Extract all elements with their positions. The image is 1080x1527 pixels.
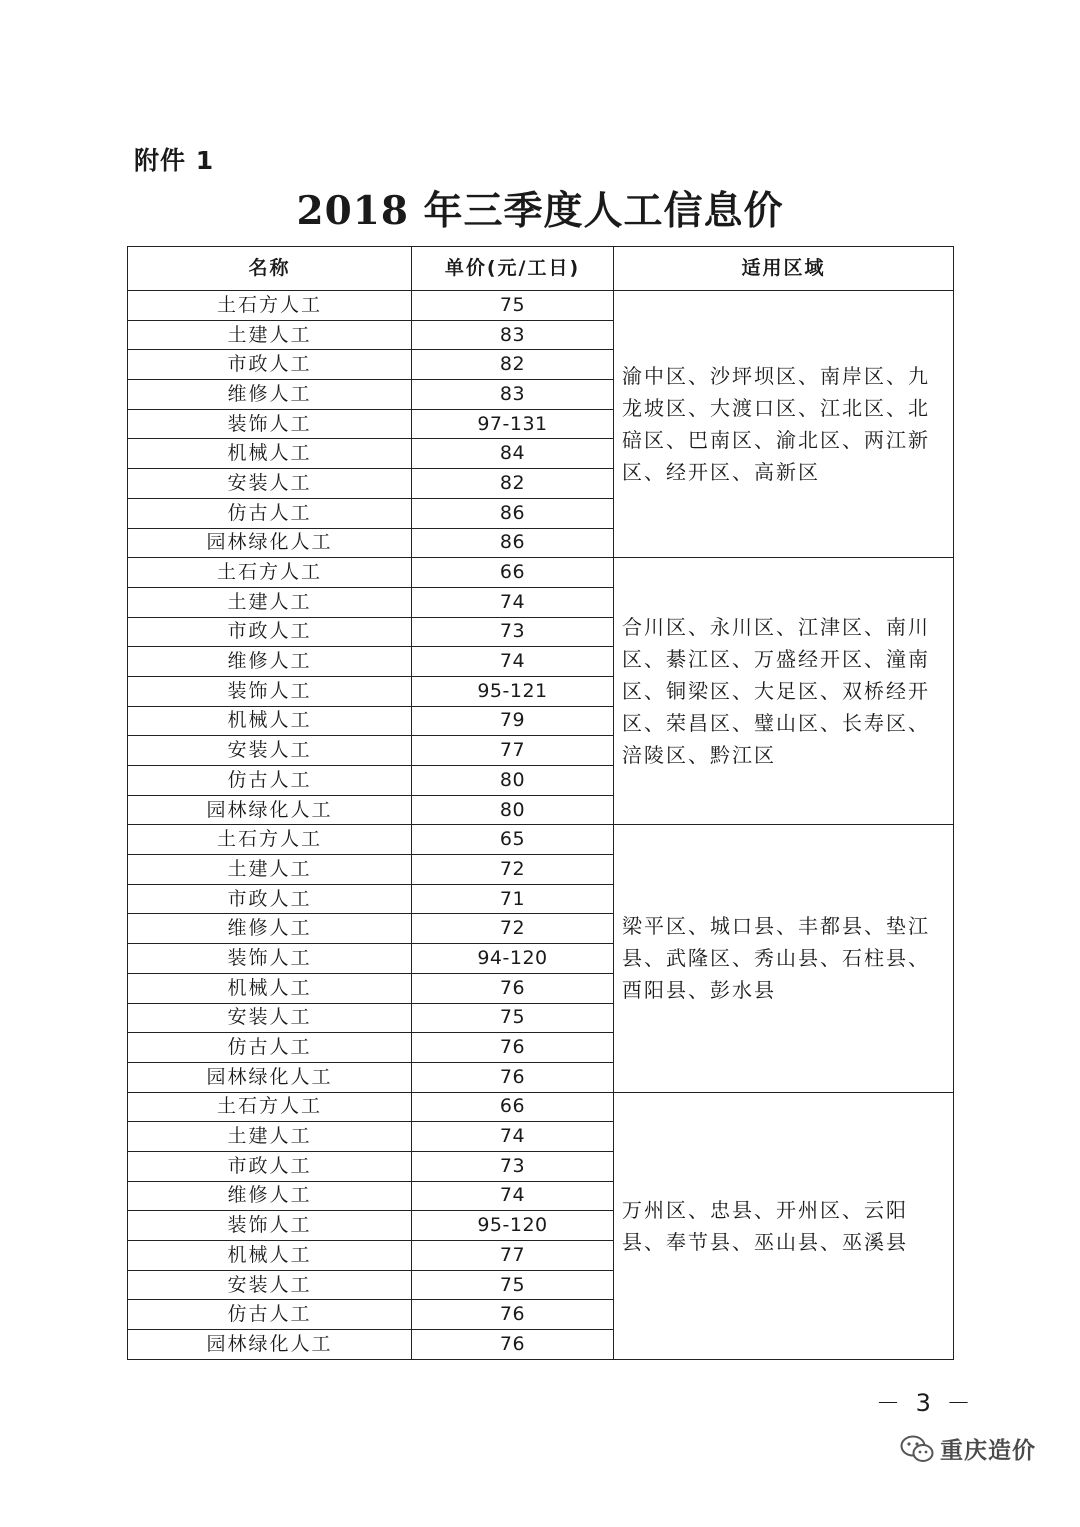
header-region: 适用区域 xyxy=(614,247,954,291)
unit-price-cell: 77 xyxy=(412,736,614,766)
region-cell: 梁平区、城口县、丰都县、垫江县、武隆区、秀山县、石柱县、酉阳县、彭水县 xyxy=(614,825,954,1092)
labor-type-cell: 机械人工 xyxy=(128,439,412,469)
unit-price-cell: 73 xyxy=(412,617,614,647)
labor-type-cell: 土石方人工 xyxy=(128,1092,412,1122)
header-unit-price: 单价(元/工日) xyxy=(412,247,614,291)
table-row xyxy=(128,558,954,588)
labor-type-cell: 市政人工 xyxy=(128,1151,412,1181)
labor-type-cell: 土建人工 xyxy=(128,587,412,617)
labor-type-cell: 安装人工 xyxy=(128,469,412,499)
unit-price-cell: 80 xyxy=(412,795,614,825)
unit-price-cell: 72 xyxy=(412,855,614,885)
unit-price-cell: 79 xyxy=(412,706,614,736)
unit-price-cell: 73 xyxy=(412,1151,614,1181)
watermark-text: 重庆造价 xyxy=(940,1438,1036,1464)
unit-price-cell: 71 xyxy=(412,884,614,914)
unit-price-cell: 76 xyxy=(412,1033,614,1063)
unit-price-cell: 76 xyxy=(412,973,614,1003)
region-cell: 渝中区、沙坪坝区、南岸区、九龙坡区、大渡口区、江北区、北碚区、巴南区、渝北区、两江新区、经开区、高新区 xyxy=(614,291,954,558)
attachment-label: 附件 1 xyxy=(134,146,215,175)
page-number: － 3 － xyxy=(876,1389,975,1417)
labor-type-cell: 装饰人工 xyxy=(128,944,412,974)
unit-price-cell: 66 xyxy=(412,1092,614,1122)
unit-price-cell: 83 xyxy=(412,320,614,350)
region-cell: 合川区、永川区、江津区、南川区、綦江区、万盛经开区、潼南区、铜梁区、大足区、双桥经开区、荣昌区、璧山区、长寿区、涪陵区、黔江区 xyxy=(614,558,954,825)
unit-price-cell: 75 xyxy=(412,291,614,321)
labor-type-cell: 土建人工 xyxy=(128,855,412,885)
unit-price-cell: 83 xyxy=(412,380,614,410)
unit-price-cell: 86 xyxy=(412,498,614,528)
unit-price-cell: 72 xyxy=(412,914,614,944)
labor-type-cell: 园林绿化人工 xyxy=(128,795,412,825)
unit-price-cell: 95-120 xyxy=(412,1211,614,1241)
unit-price-cell: 74 xyxy=(412,1122,614,1152)
labor-type-cell: 土建人工 xyxy=(128,320,412,350)
labor-type-cell: 装饰人工 xyxy=(128,1211,412,1241)
unit-price-cell: 75 xyxy=(412,1270,614,1300)
labor-type-cell: 仿古人工 xyxy=(128,766,412,796)
unit-price-cell: 94-120 xyxy=(412,944,614,974)
labor-type-cell: 维修人工 xyxy=(128,1181,412,1211)
labor-type-cell: 维修人工 xyxy=(128,914,412,944)
labor-type-cell: 机械人工 xyxy=(128,973,412,1003)
labor-type-cell: 维修人工 xyxy=(128,380,412,410)
labor-type-cell: 园林绿化人工 xyxy=(128,1330,412,1360)
labor-type-cell: 土石方人工 xyxy=(128,825,412,855)
labor-type-cell: 装饰人工 xyxy=(128,409,412,439)
unit-price-cell: 97-131 xyxy=(412,409,614,439)
unit-price-cell: 80 xyxy=(412,766,614,796)
unit-price-cell: 76 xyxy=(412,1062,614,1092)
labor-type-cell: 机械人工 xyxy=(128,1241,412,1271)
labor-price-table xyxy=(127,246,954,1360)
table-body xyxy=(128,291,954,1360)
labor-type-cell: 仿古人工 xyxy=(128,1300,412,1330)
unit-price-cell: 77 xyxy=(412,1241,614,1271)
labor-type-cell: 仿古人工 xyxy=(128,498,412,528)
unit-price-cell: 75 xyxy=(412,1003,614,1033)
header-name: 名称 xyxy=(128,247,412,291)
unit-price-cell: 74 xyxy=(412,1181,614,1211)
watermark xyxy=(900,1432,1036,1465)
labor-type-cell: 土石方人工 xyxy=(128,291,412,321)
table-row xyxy=(128,291,954,321)
unit-price-cell: 82 xyxy=(412,350,614,380)
labor-type-cell: 安装人工 xyxy=(128,1003,412,1033)
labor-type-cell: 装饰人工 xyxy=(128,676,412,706)
labor-type-cell: 仿古人工 xyxy=(128,1033,412,1063)
unit-price-cell: 86 xyxy=(412,528,614,558)
labor-type-cell: 安装人工 xyxy=(128,1270,412,1300)
wechat-icon xyxy=(900,1435,934,1463)
labor-type-cell: 园林绿化人工 xyxy=(128,1062,412,1092)
labor-type-cell: 土石方人工 xyxy=(128,558,412,588)
unit-price-cell: 76 xyxy=(412,1330,614,1360)
labor-type-cell: 机械人工 xyxy=(128,706,412,736)
unit-price-cell: 65 xyxy=(412,825,614,855)
unit-price-cell: 74 xyxy=(412,647,614,677)
unit-price-cell: 76 xyxy=(412,1300,614,1330)
region-cell: 万州区、忠县、开州区、云阳县、奉节县、巫山县、巫溪县 xyxy=(614,1092,954,1359)
labor-type-cell: 市政人工 xyxy=(128,617,412,647)
table-header-row xyxy=(128,247,954,291)
unit-price-cell: 82 xyxy=(412,469,614,499)
labor-type-cell: 园林绿化人工 xyxy=(128,528,412,558)
table-row xyxy=(128,1092,954,1122)
unit-price-cell: 84 xyxy=(412,439,614,469)
unit-price-cell: 74 xyxy=(412,587,614,617)
labor-type-cell: 维修人工 xyxy=(128,647,412,677)
labor-type-cell: 市政人工 xyxy=(128,884,412,914)
table-row xyxy=(128,825,954,855)
unit-price-cell: 66 xyxy=(412,558,614,588)
labor-type-cell: 土建人工 xyxy=(128,1122,412,1152)
unit-price-cell: 95-121 xyxy=(412,676,614,706)
labor-type-cell: 安装人工 xyxy=(128,736,412,766)
page-title: 2018 年三季度人工信息价 xyxy=(296,188,784,234)
labor-type-cell: 市政人工 xyxy=(128,350,412,380)
